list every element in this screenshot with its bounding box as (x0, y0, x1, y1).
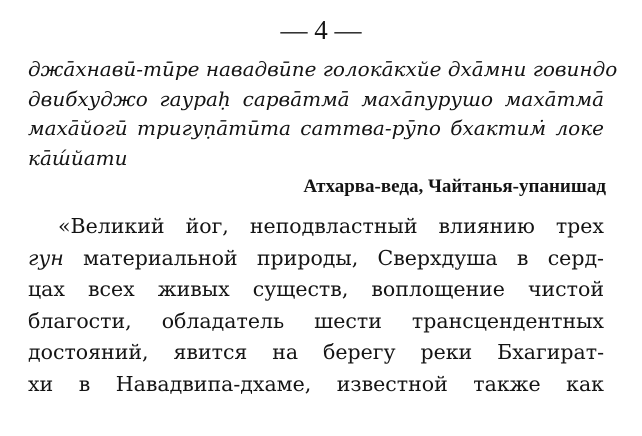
translation-line: достояний, явится на берегу реки Бхагират- (28, 340, 604, 364)
verse-line: джа̄хнавӣ-тӣре навадвӣпе голока̄кхйе дха̄мни говиндо (28, 57, 618, 81)
verse-line: маха̄йогӣ тригуṇа̄тӣта саттва-рӯпо бхактим̇ локе (28, 116, 604, 140)
translation-paragraph (28, 211, 604, 400)
translation-text: материальной природы, Сверхдуша в серд- (63, 245, 604, 270)
translation-line: хи в Навадвипа-дхаме, известной также как (28, 371, 604, 396)
sanskrit-verse (28, 55, 618, 173)
verse-source: Атхарва-веда, Чайтанья-упанишад (303, 176, 606, 197)
verse-line: двибхуджо гаураḥ сарва̄тма̄ маха̄пурушо маха̄тма̄ (28, 86, 604, 111)
verse-line: ка̄ш́йати (28, 145, 128, 170)
translation-line (28, 243, 604, 275)
page-number: — 4 — (280, 15, 362, 45)
translation-line: благости, обладатель шести трансцендентных (28, 308, 604, 333)
translation-line: цах всех живых существ, воплощение чистой (28, 277, 604, 301)
italic-term: гун (28, 245, 64, 270)
translation-line: «Великий йог, неподвластный влиянию трех (58, 214, 604, 238)
